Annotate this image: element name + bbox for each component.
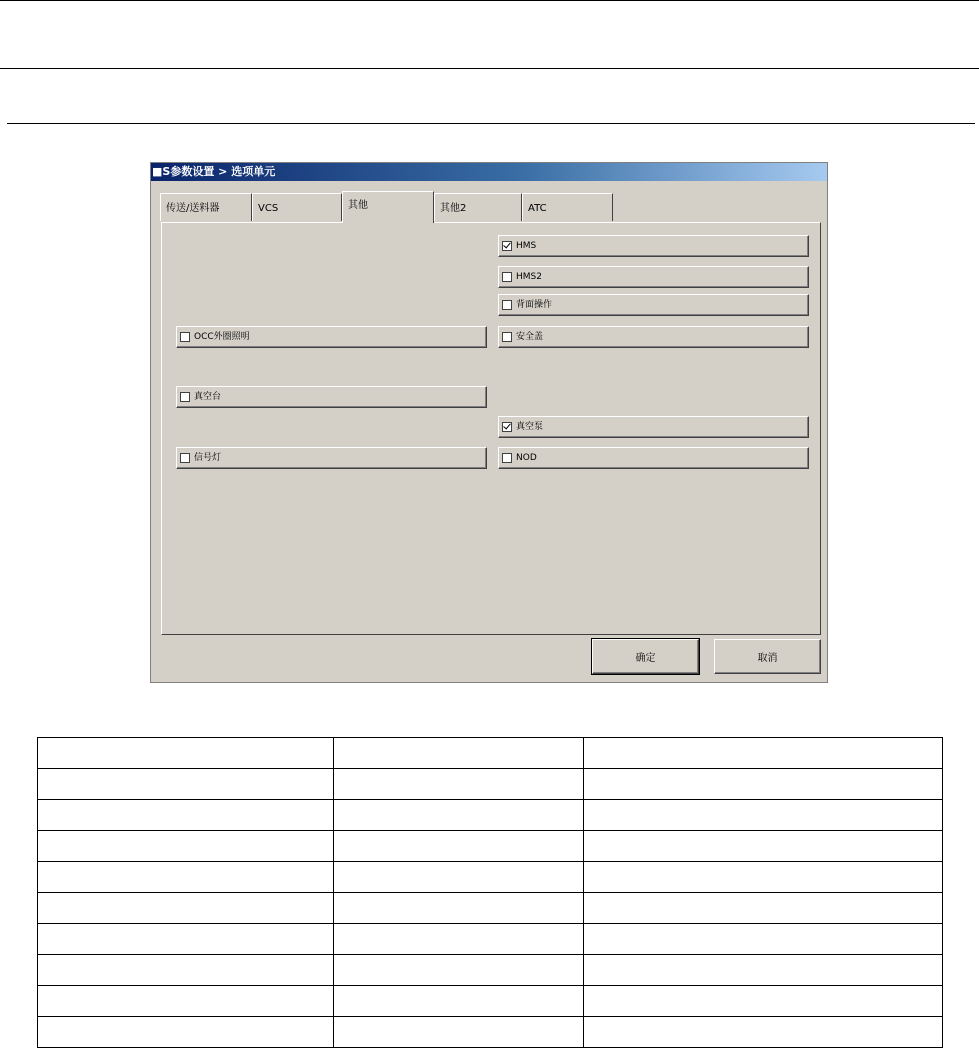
checkbox-hms2[interactable] xyxy=(502,272,512,282)
option-hms2[interactable] xyxy=(498,266,809,288)
table-cell xyxy=(334,862,584,893)
option-label: HMS2 xyxy=(516,272,542,282)
table-row xyxy=(38,800,943,831)
tab-other2[interactable] xyxy=(434,193,522,221)
option-signal-light[interactable] xyxy=(176,447,487,469)
tab-conveyor-feeder[interactable] xyxy=(160,193,252,221)
tab-panel-other xyxy=(161,222,821,635)
table-cell xyxy=(584,924,943,955)
table-cell xyxy=(334,986,584,1017)
table-cell xyxy=(38,986,334,1017)
tab-other[interactable] xyxy=(342,191,434,223)
table-cell xyxy=(584,1017,943,1048)
table-body xyxy=(38,738,943,1048)
option-label: 信号灯 xyxy=(194,453,222,463)
checkbox-signal-light[interactable] xyxy=(180,453,190,463)
checkbox-safety-cover[interactable] xyxy=(502,332,512,342)
table-cell xyxy=(334,1017,584,1048)
checkbox-back-operation[interactable] xyxy=(502,300,512,310)
checkbox-hms[interactable] xyxy=(502,241,512,251)
tab-label: 其他2 xyxy=(440,203,467,214)
option-back-operation[interactable] xyxy=(498,294,809,316)
table-cell xyxy=(334,893,584,924)
table-cell xyxy=(38,1017,334,1048)
table-cell xyxy=(584,862,943,893)
cancel-button[interactable]: 取消 xyxy=(714,639,821,674)
table-cell xyxy=(334,924,584,955)
table-row xyxy=(38,986,943,1017)
section-rule xyxy=(7,123,975,124)
tab-atc[interactable] xyxy=(522,193,613,221)
table-cell xyxy=(38,893,334,924)
table-cell xyxy=(334,831,584,862)
table-row xyxy=(38,924,943,955)
table-cell xyxy=(584,738,943,769)
option-occ-lighting[interactable] xyxy=(176,326,487,348)
table-row xyxy=(38,862,943,893)
table-cell xyxy=(584,831,943,862)
table-cell xyxy=(584,893,943,924)
table-cell xyxy=(334,738,584,769)
table-row xyxy=(38,769,943,800)
table-cell xyxy=(584,769,943,800)
options-dialog xyxy=(150,162,828,683)
table-row xyxy=(38,831,943,862)
ok-button[interactable]: 确定 xyxy=(592,639,699,674)
tab-label: ATC xyxy=(528,203,547,214)
tab-label: VCS xyxy=(258,203,279,214)
table-cell xyxy=(38,800,334,831)
table-cell xyxy=(334,800,584,831)
option-label: 安全盖 xyxy=(516,332,544,342)
option-label: 真空台 xyxy=(194,392,222,402)
checkbox-vacuum-pump[interactable] xyxy=(502,422,512,432)
option-hms[interactable] xyxy=(498,235,809,257)
table-row xyxy=(38,955,943,986)
option-label: NOD xyxy=(516,453,537,463)
top-rule xyxy=(0,0,979,1)
table-cell xyxy=(38,955,334,986)
empty-table xyxy=(37,737,943,1048)
dialog-title: ■S参数设置 > 选项单元 xyxy=(151,163,827,181)
table-row xyxy=(38,893,943,924)
option-label: 真空泵 xyxy=(516,422,544,432)
option-safety-cover[interactable] xyxy=(498,326,809,348)
table-cell xyxy=(38,769,334,800)
checkbox-vacuum-table[interactable] xyxy=(180,392,190,402)
table-cell xyxy=(38,738,334,769)
table-cell xyxy=(584,955,943,986)
option-label: HMS xyxy=(516,241,537,251)
option-label: 背面操作 xyxy=(516,300,553,310)
table-cell xyxy=(334,955,584,986)
table-cell xyxy=(38,862,334,893)
checkbox-occ-lighting[interactable] xyxy=(180,332,190,342)
option-vacuum-table[interactable] xyxy=(176,386,487,408)
table-cell xyxy=(38,924,334,955)
table-cell xyxy=(584,800,943,831)
table-row xyxy=(38,738,943,769)
table-cell xyxy=(584,986,943,1017)
checkbox-nod[interactable] xyxy=(502,453,512,463)
option-vacuum-pump[interactable] xyxy=(498,416,809,438)
table-cell xyxy=(334,769,584,800)
table-row xyxy=(38,1017,943,1048)
tab-label: 传送/送料器 xyxy=(166,203,220,214)
option-nod[interactable] xyxy=(498,447,809,469)
tab-label: 其他 xyxy=(348,200,368,211)
tab-vcs[interactable] xyxy=(252,193,342,221)
table-cell xyxy=(38,831,334,862)
header-rule xyxy=(0,68,979,69)
option-label: OCC外圈照明 xyxy=(194,332,250,342)
